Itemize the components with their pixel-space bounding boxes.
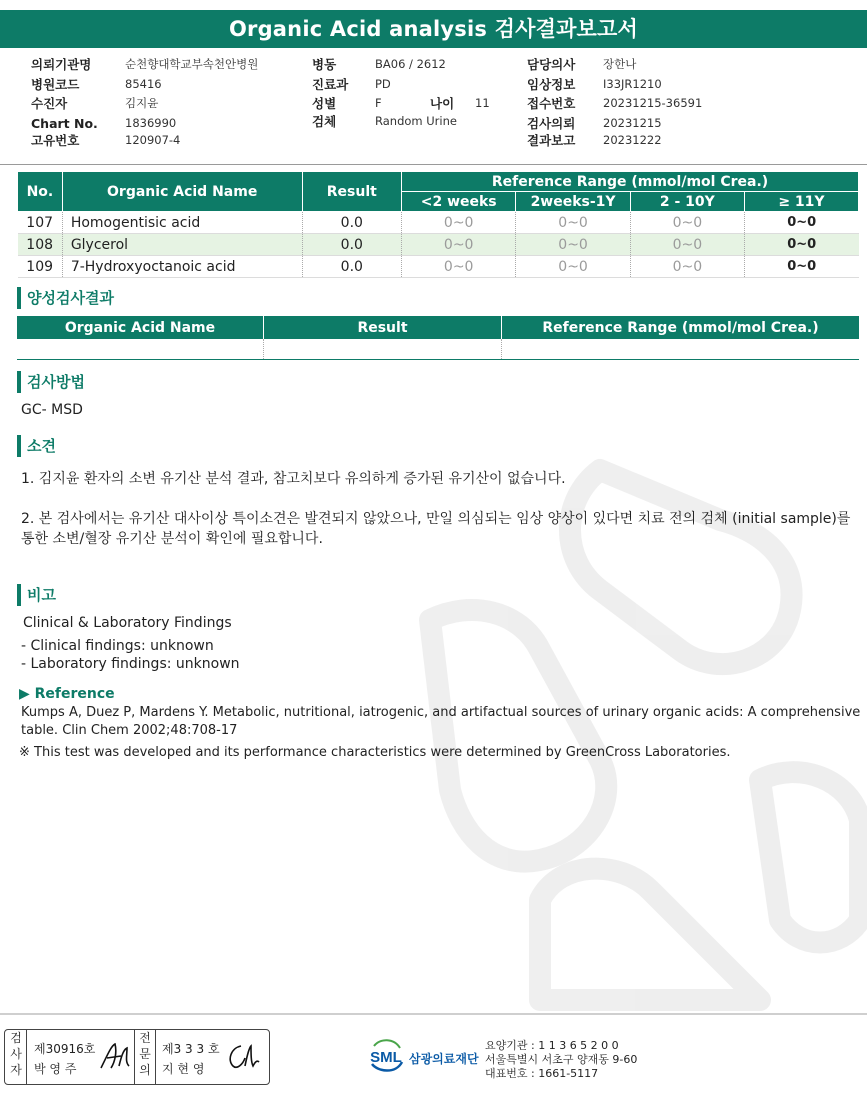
opinion-paragraph-2a: 2. 본 검사에서는 유기산 대사이상 특이소견은 발견되지 않았으나, 만일 의심되는 임상 양상이 있다면 치료 전의 검체 (initial sample)를 [21,511,851,527]
table-row [18,256,859,278]
reference-line-1: Kumps A, Duez P, Mardens Y. Metabolic, nutritional, iatrogenic, and artifactual sources of urinary organic acids: A comprehensive [21,705,861,720]
value-department: PD [375,77,391,91]
value-request-date: 20231215 [603,116,662,130]
value-sex: F [375,96,382,110]
value-receipt-no: 20231215-36591 [603,96,703,110]
value-ward: BA06 / 2612 [375,57,446,71]
label-department: 진료과 [312,77,349,92]
col-reference-header: Reference Range (mmol/mol Crea.) [402,172,859,192]
tester-label: 검사자 [10,1031,22,1077]
range-lt2weeks-header: <2 weeks [402,192,516,212]
label-specimen: 검체 [312,114,337,129]
range-2-10y-header: 2 - 10Y [630,192,744,212]
report-title: Organic Acid analysis 검사결과보고서 [0,10,867,48]
label-requesting-institution: 의뢰기관명 [31,57,92,72]
table-row [18,234,859,256]
label-physician: 담당의사 [527,57,576,72]
row-range-1: 0~0 [402,234,516,256]
row-result: 0.0 [302,256,401,278]
row-range-2: 0~0 [516,234,630,256]
table-row [17,339,859,360]
row-range-2: 0~0 [516,212,630,234]
label-report-date: 결과보고 [527,133,576,148]
row-range-2: 0~0 [516,256,630,278]
opinion-paragraph-2b: 통한 소변/혈장 유기산 분석이 확인에 필요합니다. [21,531,323,547]
reference-line-2: table. Clin Chem 2002;48:708-17 [21,723,238,738]
org-name: 삼광의료재단 [409,1052,479,1066]
col-no-header: No. [18,172,63,212]
svg-text:SML: SML [370,1049,402,1066]
label-chart-no: Chart No. [31,116,98,131]
org-address-block [485,1039,637,1081]
row-name: Homogentisic acid [62,212,302,234]
remarks-line-3: - Laboratory findings: unknown [21,656,240,672]
label-age: 나이 [430,96,455,111]
row-range-3: 0~0 [630,256,744,278]
value-report-date: 20231222 [603,133,662,147]
label-sex: 성별 [312,96,337,111]
positive-col-name: Organic Acid Name [17,316,264,339]
value-hospital-code: 85416 [125,77,162,91]
row-no: 109 [18,256,63,278]
label-hospital-code: 병원코드 [31,77,80,92]
opinion-paragraph-1: 1. 김지윤 환자의 소변 유기산 분석 결과, 참고치보다 유의하게 증가된 유기산이 없습니다. [21,471,566,487]
org-phone: 대표번호 : 1661-5117 [485,1067,599,1080]
row-result: 0.0 [302,212,401,234]
tester-name: 박 영 주 [34,1062,77,1076]
specialist-license-no: 제3 3 3 호 [162,1042,220,1056]
opinion-heading: 소견 [17,435,56,457]
label-receipt-no: 접수번호 [527,96,576,111]
remarks-heading: 비고 [17,584,56,606]
specialist-label: 전문의 [139,1031,151,1077]
value-unique-id: 120907-4 [125,133,181,147]
value-requesting-institution: 순천향대학교부속천안병원 [125,57,259,71]
col-result-header: Result [302,172,401,212]
remarks-line-1: Clinical & Laboratory Findings [23,615,232,631]
tester-signature-icon [97,1038,133,1074]
row-range-4: 0~0 [744,256,858,278]
method-heading: 검사방법 [17,371,85,393]
method-text: GC- MSD [21,402,83,418]
row-result: 0.0 [302,234,401,256]
value-patient-name: 김지윤 [125,96,159,110]
row-range-4: 0~0 [744,212,858,234]
remarks-line-2: - Clinical findings: unknown [21,638,214,654]
value-chart-no: 1836990 [125,116,177,130]
reference-heading: ▶ Reference [19,686,115,702]
positive-col-reference: Reference Range (mmol/mol Crea.) [502,316,860,339]
value-specimen: Random Urine [375,114,457,128]
range-2weeks-1y-header: 2weeks-1Y [516,192,630,212]
value-physician: 장한나 [603,57,637,71]
results-table [17,171,859,278]
table-row [18,212,859,234]
range-ge11y-header: ≥ 11Y [744,192,858,212]
row-no: 107 [18,212,63,234]
row-range-3: 0~0 [630,234,744,256]
row-name: 7-Hydroxyoctanoic acid [62,256,302,278]
org-address: 서울특별시 서초구 양재동 9-60 [485,1053,638,1066]
value-clinical-info: I33JR1210 [603,77,662,91]
signature-box [4,1029,270,1085]
row-range-4: 0~0 [744,234,858,256]
row-range-3: 0~0 [630,212,744,234]
label-patient-name: 수진자 [31,96,68,111]
row-no: 108 [18,234,63,256]
tester-license-no: 제30916호 [34,1042,96,1056]
sml-logo-icon [366,1036,406,1076]
positive-col-result: Result [264,316,502,339]
positive-results-heading: 양성검사결과 [17,287,114,309]
value-age: 11 [475,96,490,110]
label-ward: 병동 [312,57,337,72]
positive-results-table [17,316,859,360]
label-request-date: 검사의뢰 [527,116,576,131]
specialist-signature-icon [223,1040,263,1074]
col-name-header: Organic Acid Name [62,172,302,212]
row-range-1: 0~0 [402,212,516,234]
org-institution-code: 요양기관 : 1 1 3 6 5 2 0 0 [485,1039,619,1052]
specialist-name: 지 현 영 [162,1062,205,1076]
reference-note: ※ This test was developed and its performance characteristics were determined by GreenCross Laboratories. [19,745,731,760]
footer-divider [0,1013,867,1015]
label-unique-id: 고유번호 [31,133,80,148]
row-name: Glycerol [62,234,302,256]
row-range-1: 0~0 [402,256,516,278]
label-clinical-info: 임상정보 [527,77,576,92]
header-divider [0,164,867,165]
